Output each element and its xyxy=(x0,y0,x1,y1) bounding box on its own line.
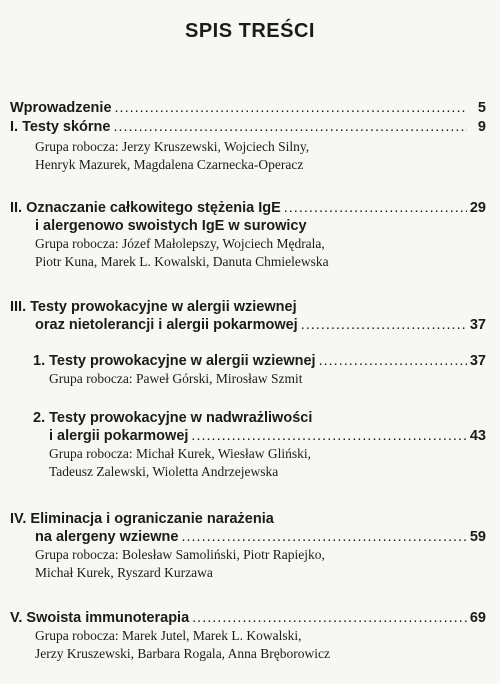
entry-title: V. Swoista immunoterapia xyxy=(10,610,190,626)
entry-title-line: i alergenowo swoistych IgE w surowicy xyxy=(35,218,307,234)
entry-title-line: III. Testy prowokacyjne w alergii wziewnej xyxy=(10,299,297,315)
entry-page-number: 5 xyxy=(477,100,486,116)
entry-page-number: 37 xyxy=(469,353,486,369)
entry-title-line: i alergii pokarmowej xyxy=(49,428,189,444)
entry-title-line: II. Oznaczanie całkowitego stężenia IgE xyxy=(10,200,281,216)
page-title: SPIS TREŚCI xyxy=(185,20,315,42)
working-group xyxy=(33,445,486,481)
working-group-line: Henryk Mazurek, Magdalena Czarnecka-Operacz xyxy=(35,157,304,172)
toc-entry-food-provocation[interactable] xyxy=(33,409,486,481)
entry-title: Wprowadzenie xyxy=(10,100,112,116)
dot-leader xyxy=(191,427,466,445)
working-group-line: Jerzy Kruszewski, Barbara Rogala, Anna Bręborowicz xyxy=(35,646,331,661)
entry-title-line: oraz nietolerancji i alergii pokarmowej xyxy=(35,317,298,333)
dot-leader xyxy=(192,609,467,627)
working-group xyxy=(10,546,486,582)
dot-leader xyxy=(319,352,467,370)
toc-entry-introduction[interactable] xyxy=(10,99,486,117)
working-group-line: Grupa robocza: Jerzy Kruszewski, Wojciech Silny, xyxy=(35,139,310,154)
toc-entry-skin-tests[interactable] xyxy=(10,118,486,174)
working-group-line: Grupa robocza: Michał Kurek, Wiesław Gliński, xyxy=(49,446,312,461)
working-group xyxy=(33,370,486,388)
toc-entry-provocation-tests[interactable] xyxy=(10,298,486,334)
entry-page-number: 43 xyxy=(469,428,486,444)
dot-leader xyxy=(284,199,467,217)
entry-title: 1. Testy prowokacyjne w alergii wziewnej xyxy=(33,353,316,369)
entry-page-number: 59 xyxy=(469,529,486,545)
toc-entry-allergen-elimination[interactable] xyxy=(10,510,486,582)
entry-title-line: IV. Eliminacja i ograniczanie narażenia xyxy=(10,511,274,527)
entry-page-number: 69 xyxy=(469,610,486,626)
toc-entry-immunotherapy[interactable] xyxy=(10,609,486,663)
working-group-line: Tadeusz Zalewski, Wioletta Andrzejewska xyxy=(49,464,279,479)
entry-title-line: na alergeny wziewne xyxy=(35,529,179,545)
dot-leader xyxy=(301,316,467,334)
working-group-line: Piotr Kuna, Marek L. Kowalski, Danuta Chmielewska xyxy=(35,254,329,269)
working-group-line: Michał Kurek, Ryszard Kurzawa xyxy=(35,565,213,580)
toc-entry-inhalant-provocation[interactable] xyxy=(33,352,486,388)
entry-title-line: 2. Testy prowokacyjne w nadwrażliwości xyxy=(33,410,313,426)
dot-leader xyxy=(181,528,466,546)
dot-leader xyxy=(115,99,467,117)
working-group-line: Grupa robocza: Marek Jutel, Marek L. Kowalski, xyxy=(35,628,302,643)
entry-page-number: 37 xyxy=(469,317,486,333)
toc-entry-ige-measurement[interactable] xyxy=(10,199,486,271)
working-group xyxy=(10,235,486,271)
working-group-line: Grupa robocza: Paweł Górski, Mirosław Szmit xyxy=(49,371,303,386)
entry-page-number: 9 xyxy=(477,119,486,135)
working-group-line: Grupa robocza: Bolesław Samoliński, Piotr Rapiejko, xyxy=(35,547,325,562)
working-group xyxy=(10,627,486,663)
entry-title: I. Testy skórne xyxy=(10,119,111,135)
working-group-line: Grupa robocza: Józef Małolepszy, Wojciech Mędrala, xyxy=(35,236,325,251)
dot-leader xyxy=(113,118,467,136)
entry-page-number: 29 xyxy=(469,200,486,216)
working-group xyxy=(10,138,486,174)
